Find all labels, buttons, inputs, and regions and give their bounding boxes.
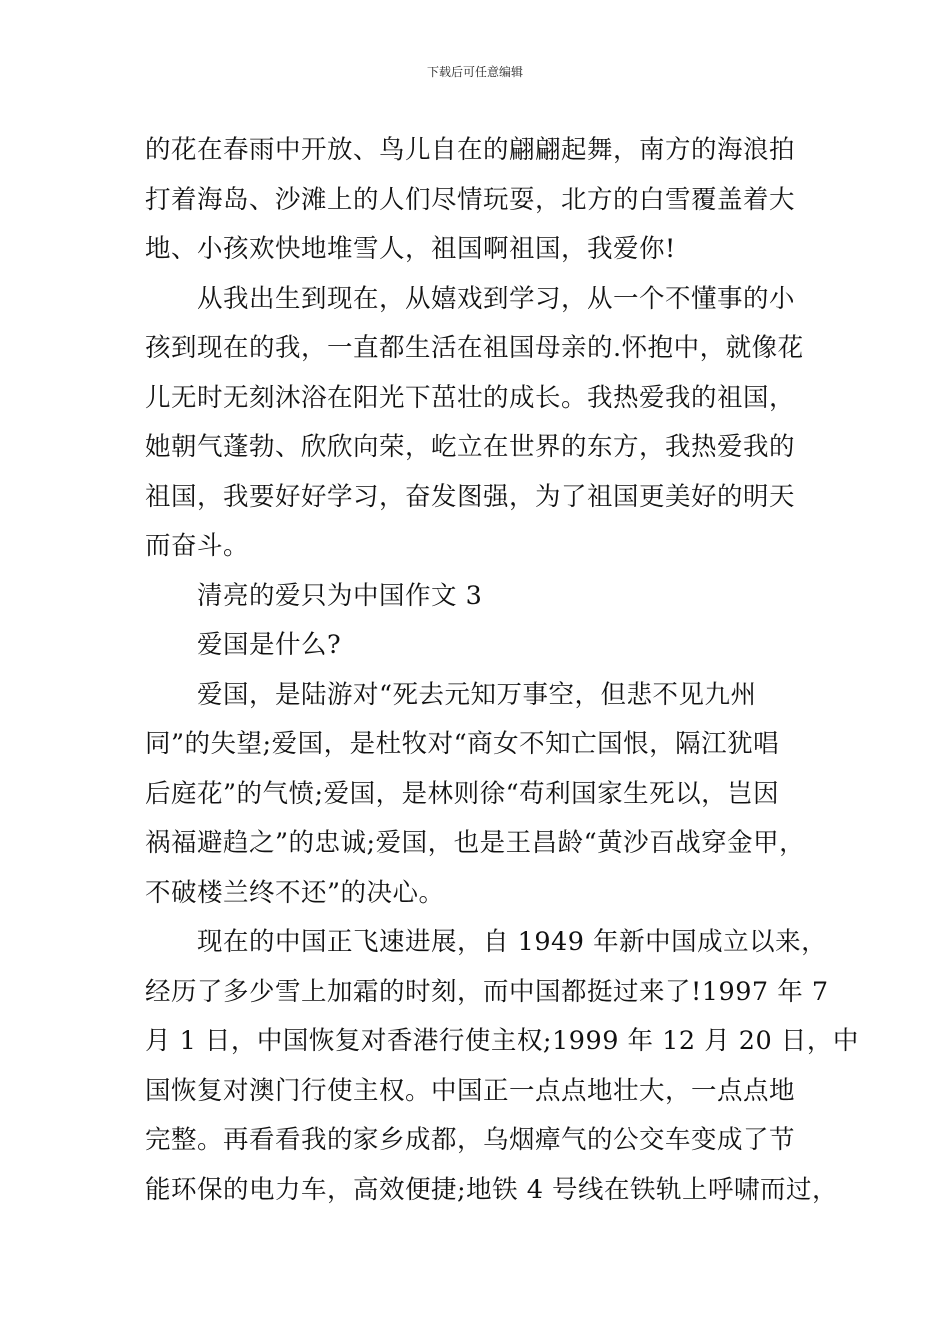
text-line: 地、小孩欢快地堆雪人，祖国啊祖国，我爱你!	[145, 234, 676, 264]
text-line: 爱国是什么?	[145, 630, 342, 660]
section-heading: 清亮的爱只为中国作文 3	[145, 580, 483, 611]
document-body	[145, 126, 859, 1215]
text-line: 祖国，我要好好学习，奋发图强，为了祖国更美好的明天	[145, 481, 796, 512]
text-line: 打着海岛、沙滩上的人们尽情玩耍，北方的白雪覆盖着大	[145, 184, 796, 215]
text-line: 同”的失望;爱国，是杜牧对“商女不知亡国恨，隔江犹唱	[145, 729, 780, 759]
text-line: 她朝气蓬勃、欣欣向荣，屹立在世界的东方，我热爱我的	[145, 432, 796, 462]
text-line: 现在的中国正飞速进展，自 1949 年新中国成立以来，	[145, 927, 828, 957]
text-line: 完整。再看看我的家乡成都，乌烟瘴气的公交车变成了节	[145, 1125, 796, 1155]
text-line: 经历了多少雪上加霜的时刻，而中国都挺过来了!1997 年 7	[145, 976, 829, 1007]
text-line: 孩到现在的我，一直都生活在祖国母亲的.怀抱中，就像花	[145, 333, 804, 363]
text-line: 月 1 日，中国恢复对香港行使主权;1999 年 12 月 20 日，中	[145, 1026, 859, 1056]
page-header: 下载后可任意编辑	[426, 65, 523, 79]
text-line: 国恢复对澳门行使主权。中国正一点点地壮大，一点点地	[145, 1075, 796, 1106]
text-line: 从我出生到现在，从嬉戏到学习，从一个不懂事的小	[145, 283, 796, 314]
text-line: 爱国，是陆游对“死去元知万事空，但悲不见九州	[145, 679, 757, 710]
text-line: 不破楼兰终不还”的决心。	[145, 877, 445, 908]
text-line: 祸福避趋之”的忠诚;爱国，也是王昌龄“黄沙百战穿金甲，	[145, 828, 806, 858]
text-line: 能环保的电力车，高效便捷;地铁 4 号线在铁轨上呼啸而过，	[145, 1174, 839, 1205]
text-line: 后庭花”的气愤;爱国，是林则徐“苟利国家生死以，岂因	[145, 778, 780, 809]
text-line: 儿无时无刻沐浴在阳光下茁壮的成长。我热爱我的祖国，	[145, 382, 796, 413]
text-line: 而奋斗。	[145, 531, 250, 561]
text-line: 的花在春雨中开放、鸟儿自在的翩翩起舞，南方的海浪拍	[145, 135, 796, 165]
